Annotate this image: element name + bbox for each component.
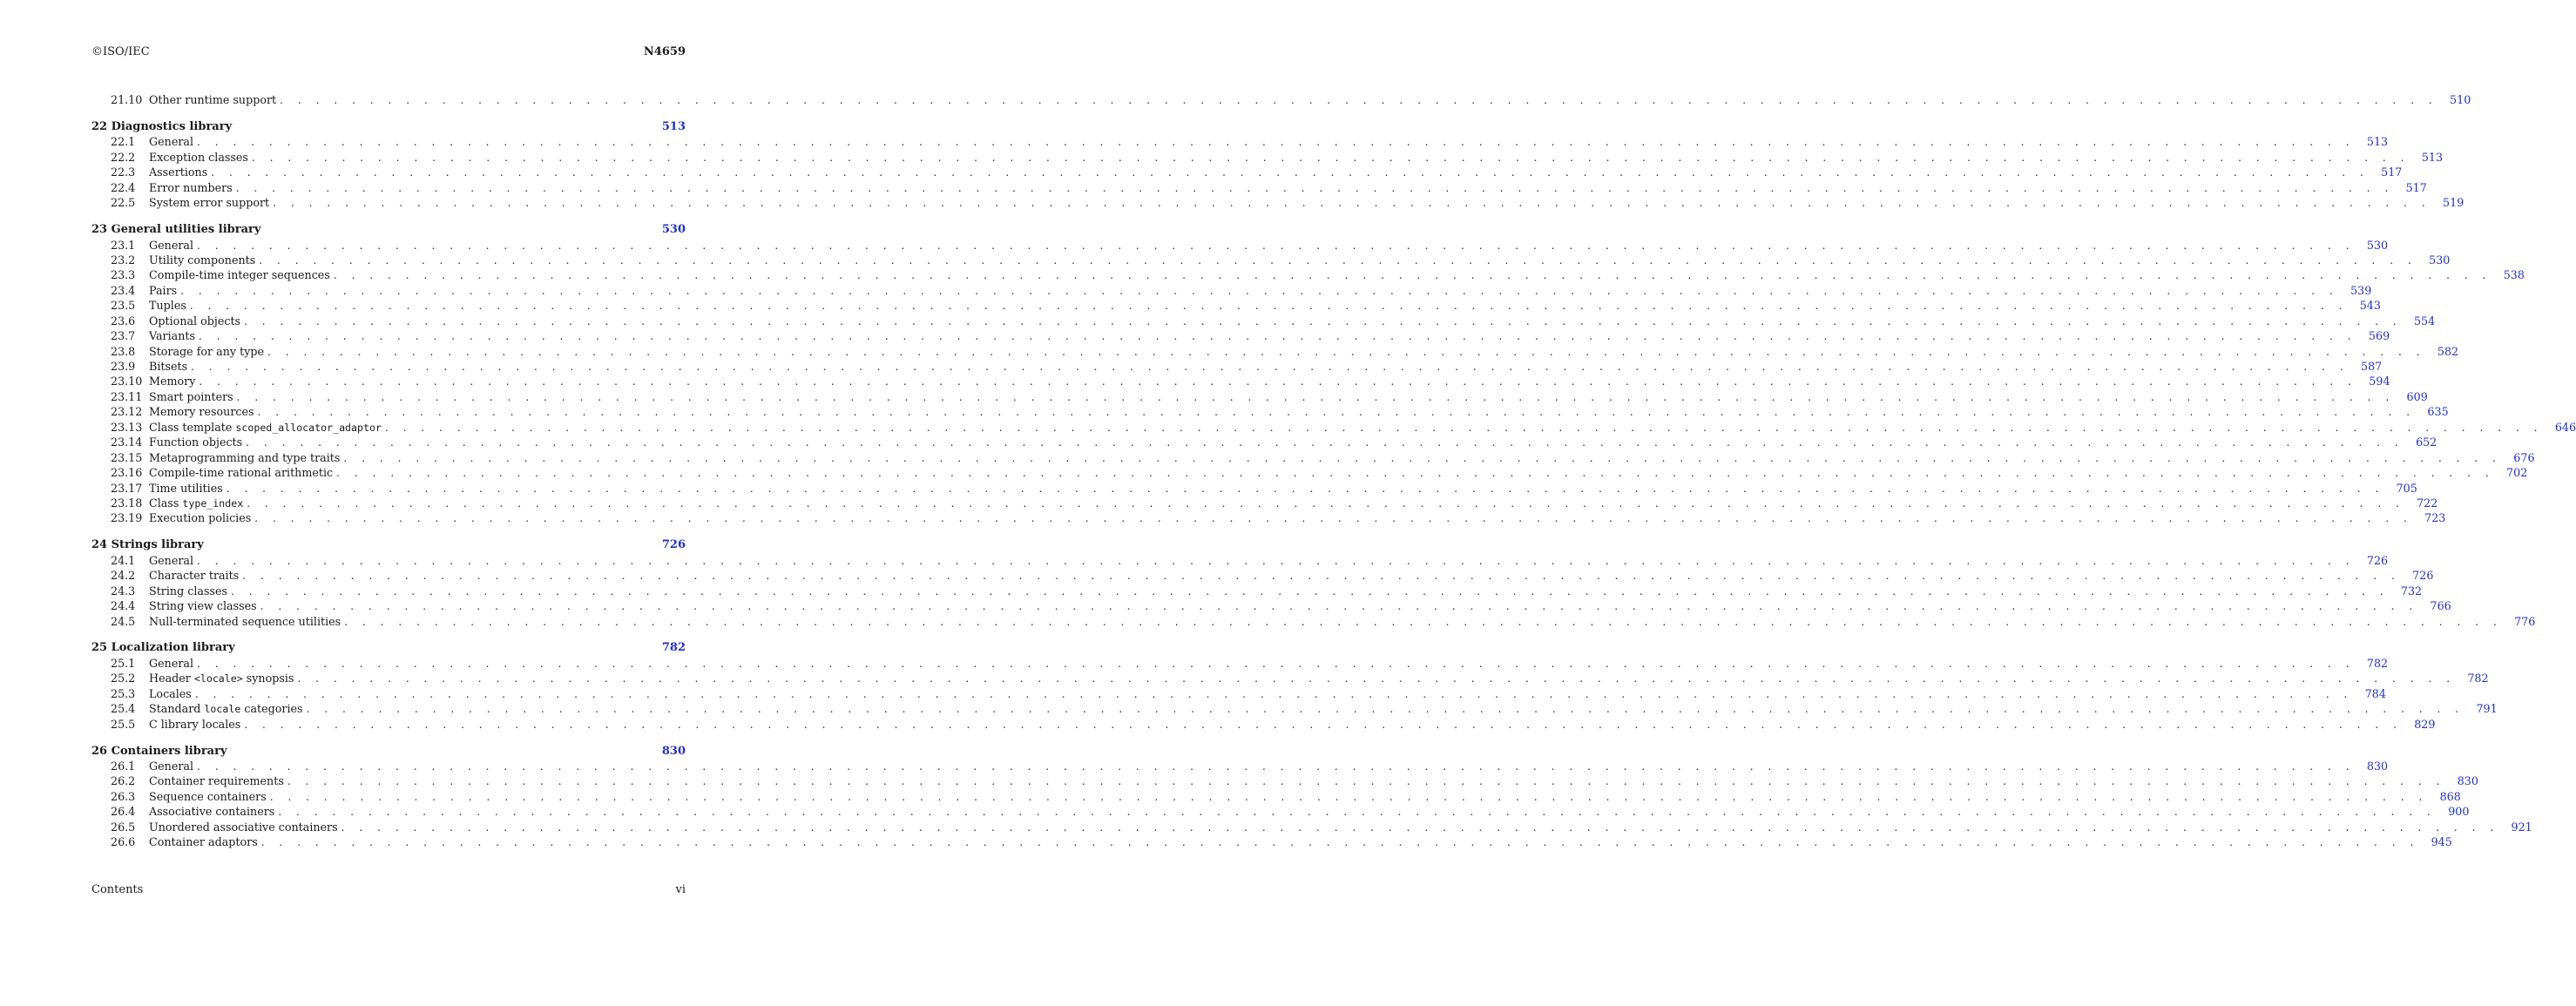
toc-entry-number: 22.2 xyxy=(111,150,136,164)
toc-leader-dots: . . . . . . . . . . . . . . . . . . . . . . . . . . . . . . . . . . . . . . . . . . . . . . . . . . . . . . . . . . . . . . . . . . . . . . . . . . . . . . . . . . . . . . . . . . . . . . . . . . . . . . . . . . . . . . . . . . . . . . . . xyxy=(197,657,2356,670)
toc-entry[interactable] xyxy=(91,614,2536,629)
toc-entry-title-text: C library locales xyxy=(149,717,241,731)
toc-entry[interactable] xyxy=(91,180,2427,195)
toc-entry-number: 25.3 xyxy=(111,686,136,700)
toc-leader-dots: . . . . . . . . . . . . . . . . . . . . . . . . . . . . . . . . . . . . . . . . . . . . . . . . . . . . . . . . . . . . . . . . . . . . . . . . . . . . . . . . . . . . . . . . . . . . . . . . . . . . . . . . . . . . . . . . . . . . . . . . xyxy=(251,151,2410,164)
toc-entry-number: 23.16 xyxy=(111,466,143,480)
toc-entry[interactable] xyxy=(91,686,2386,701)
toc-leader-dots: . . . . . . . . . . . . . . . . . . . . . . . . . . . . . . . . . . . . . . . . . . . . . . . . . . . . . . . . . . . . . . . . . . . . . . . . . . . . . . . . . . . . . . . . . . . . . . . . . . . . . . . . . . . . . . . . . . . . . . . . xyxy=(341,820,2499,834)
toc-entry-page-link[interactable]: 776 xyxy=(2514,614,2536,628)
toc-entry-page-link[interactable]: 538 xyxy=(2503,268,2525,282)
copyright-label: ©ISO/IEC xyxy=(91,45,150,58)
toc-entry-title-text: Header xyxy=(149,672,194,685)
toc-chapter-page-link[interactable]: 726 xyxy=(661,538,686,552)
toc-entry-number: 24.4 xyxy=(111,599,136,613)
toc-entry-number: 25.1 xyxy=(111,656,136,670)
toc-entry-page-link[interactable]: 782 xyxy=(2366,656,2389,670)
toc-entry-page-link[interactable]: 530 xyxy=(2429,253,2451,267)
toc-entry-title-text: Class xyxy=(149,496,183,510)
toc-entry-number: 25.4 xyxy=(111,702,136,716)
toc-entry[interactable] xyxy=(91,298,2381,313)
toc-entry-title xyxy=(149,671,294,686)
toc-entry-title xyxy=(149,701,303,717)
toc-chapter[interactable] xyxy=(91,744,686,759)
toc-entry-number: 25.2 xyxy=(111,672,136,685)
toc-entry-title xyxy=(149,614,341,629)
toc-entry-title-text: Storage for any type xyxy=(149,344,264,358)
toc-entry-title xyxy=(149,820,338,834)
toc-entry[interactable] xyxy=(91,820,2532,834)
toc-entry-title xyxy=(149,717,240,732)
toc-entry-number: 23.19 xyxy=(111,511,143,525)
toc-entry-number: 24.1 xyxy=(111,553,136,567)
toc-entry-title xyxy=(149,435,242,449)
toc-entry-title xyxy=(149,789,267,804)
toc-entry-number: 24.5 xyxy=(111,614,136,628)
toc-entry[interactable] xyxy=(91,238,2389,253)
toc-entry-title-suffix: categories xyxy=(240,702,303,716)
toc-entry-page-link[interactable]: 791 xyxy=(2476,702,2498,716)
toc-entry-code: <locale> xyxy=(193,672,243,685)
toc-leader-dots: . . . . . . . . . . . . . . . . . . . . . . . . . . . . . . . . . . . . . . . . . . . . . . . . . . . . . . . . . . . . . . . . . . . . . . . . . . . . . . . . . . . . . . . . . . . . . . . . . . . . . . . . . . . . . . . . . . . . . . . . xyxy=(278,806,2437,819)
toc-entry-page-link[interactable]: 539 xyxy=(2350,283,2372,297)
toc-entry-title xyxy=(149,759,193,773)
toc-leader-dots: . . . . . . . . . . . . . . . . . . . . . . . . . . . . . . . . . . . . . . . . . . . . . . . . . . . . . . . . . . . . . . . . . . . . . . . . . . . . . . . . . . . . . . . . . . . . . . . . . . . . . . . . . . . . . . . . . . . . . . . . xyxy=(244,314,2403,327)
toc-chapter[interactable] xyxy=(91,537,686,552)
toc-entry-title-text: Character traits xyxy=(149,569,240,583)
toc-entry-title xyxy=(149,656,193,671)
toc-entry-number: 23.15 xyxy=(111,450,143,464)
toc-entry-code: scoped_allocator_adaptor xyxy=(235,421,382,434)
toc-entry[interactable] xyxy=(91,671,2489,685)
toc-leader-dots: . . . . . . . . . . . . . . . . . . . . . . . . . . . . . . . . . . . . . . . . . . . . . . . . . . . . . . . . . . . . . . . . . . . . . . . . . . . . . . . . . . . . . . . . . . . . . . . . . . . . . . . . . . . . . . . . . . . . . . . . xyxy=(197,760,2356,773)
toc-entry[interactable] xyxy=(91,253,2451,267)
toc-entry-title-text: Compile-time integer sequences xyxy=(149,268,330,282)
toc-entry[interactable] xyxy=(91,134,2389,149)
document-number: N4659 xyxy=(643,45,686,58)
toc-chapter-title: 26 Containers library xyxy=(91,744,227,758)
toc-entry-number: 26.6 xyxy=(111,835,136,849)
toc-entry-title-text: Bitsets xyxy=(149,360,188,373)
toc-entry-number: 21.10 xyxy=(111,93,143,106)
toc-leader-dots: . . . . . . . . . . . . . . . . . . . . . . . . . . . . . . . . . . . . . . . . . . . . . . . . . . . . . . . . . . . . . . . . . . . . . . . . . . . . . . . . . . . . . . . . . . . . . . . . . . . . . . . . . . . . . . . . . . . . . . . . xyxy=(254,512,2413,525)
toc-leader-dots: . . . . . . . . . . . . . . . . . . . . . . . . . . . . . . . . . . . . . . . . . . . . . . . . . . . . . . . . . . . . . . . . . . . . . . . . . . . . . . . . . . . . . . . . . . . . . . . . . . . . . . . . . . . . . . . . . . . . . . . . xyxy=(280,94,2438,106)
toc-entry[interactable] xyxy=(91,759,2389,773)
toc-entry[interactable] xyxy=(91,435,2437,449)
toc-leader-dots: . . . . . . . . . . . . . . . . . . . . . . . . . . . . . . . . . . . . . . . . . . . . . . . . . . . . . . . . . . . . . . . . . . . . . . . . . . . . . . . . . . . . . . . . . . . . . . . . . . . . . . . . . . . . . . . . . . . . . . . . xyxy=(211,166,2370,179)
toc-entry[interactable] xyxy=(91,389,2428,404)
toc-entry-title xyxy=(149,553,193,568)
toc-entry-title xyxy=(149,374,195,388)
toc-chapter[interactable] xyxy=(91,222,686,237)
toc-leader-dots: . . . . . . . . . . . . . . . . . . . . . . . . . . . . . . . . . . . . . . . . . . . . . . . . . . . . . . . . . . . . . . . . . . . . . . . . . . . . . . . . . . . . . . . . . . . . . . . . . . . . . . . . . . . . . . . . . . . . . . . . xyxy=(191,361,2350,373)
toc-entry-title-text: Locales xyxy=(149,686,192,700)
toc-entry-page-link[interactable]: 945 xyxy=(2431,835,2452,849)
toc-leader-dots: . . . . . . . . . . . . . . . . . . . . . . . . . . . . . . . . . . . . . . . . . . . . . . . . . . . . . . . . . . . . . . . . . . . . . . . . . . . . . . . . . . . . . . . . . . . . . . . . . . . . . . . . . . . . . . . . . . . . . . . . xyxy=(306,703,2464,716)
toc-leader-dots: . . . . . . . . . . . . . . . . . . . . . . . . . . . . . . . . . . . . . . . . . . . . . . . . . . . . . . . . . . . . . . . . . . . . . . . . . . . . . . . . . . . . . . . . . . . . . . . . . . . . . . . . . . . . . . . . . . . . . . . . xyxy=(236,390,2395,403)
toc-entry-page-link[interactable]: 554 xyxy=(2413,314,2436,327)
toc-entry-number: 24.2 xyxy=(111,569,136,583)
toc-entry-title-text: Container requirements xyxy=(149,774,284,788)
toc-entry-page-link[interactable]: 635 xyxy=(2427,405,2449,419)
toc-entry-page-link[interactable]: 569 xyxy=(2368,329,2390,343)
toc-entry-page-link[interactable]: 587 xyxy=(2361,360,2383,373)
toc-chapter[interactable] xyxy=(91,119,686,134)
toc-entry-page-link[interactable]: 582 xyxy=(2437,344,2459,358)
toc-entry-title-text: Function objects xyxy=(149,435,243,449)
page-number: vi xyxy=(675,883,686,896)
toc-entry-title xyxy=(149,465,333,480)
toc-entry[interactable] xyxy=(91,165,2403,179)
toc-entry-number: 23.18 xyxy=(111,496,143,510)
toc-entry-title-text: Container adaptors xyxy=(149,835,258,849)
toc-entry-number: 23.4 xyxy=(111,283,136,297)
toc-entry-code: locale xyxy=(204,703,241,716)
toc-entry-title xyxy=(149,773,284,788)
toc-entry-number: 23.9 xyxy=(111,360,136,373)
toc-entry-title-text: General xyxy=(149,135,194,149)
toc-leader-dots: . . . . . . . . . . . . . . . . . . . . . . . . . . . . . . . . . . . . . . . . . . . . . . . . . . . . . . . . . . . . . . . . . . . . . . . . . . . . . . . . . . . . . . . . . . . . . . . . . . . . . . . . . . . . . . . . . . . . . . . . xyxy=(199,330,2357,343)
toc-entry-code: type_index xyxy=(182,496,244,510)
toc-entry-title xyxy=(149,686,192,701)
toc-entry-title-text: Optional objects xyxy=(149,314,241,327)
toc-chapter-title: 24 Strings library xyxy=(91,538,204,552)
toc-leader-dots: . . . . . . . . . . . . . . . . . . . . . . . . . . . . . . . . . . . . . . . . . . . . . . . . . . . . . . . . . . . . . . . . . . . . . . . . . . . . . . . . . . . . . . . . . . . . . . . . . . . . . . . . . . . . . . . . . . . . . . . . xyxy=(273,197,2431,210)
toc-entry-page-link[interactable]: 921 xyxy=(2511,820,2532,834)
toc-entry-number: 23.2 xyxy=(111,253,136,267)
toc-entry-number: 23.17 xyxy=(111,481,143,495)
toc-entry-title-text: General xyxy=(149,656,194,670)
toc-entry-page-link[interactable]: 646 xyxy=(2554,420,2576,434)
toc-entry-number: 24.3 xyxy=(111,584,136,598)
toc-leader-dots: . . . . . . . . . . . . . . . . . . . . . . . . . . . . . . . . . . . . . . . . . . . . . . . . . . . . . . . . . . . . . . . . . . . . . . . . . . . . . . . . . . . . . . . . . . . . . . . . . . . . . . . . . . . . . . . . . . . . . . . . xyxy=(260,600,2418,613)
toc-leader-dots: . . . . . . . . . . . . . . . . . . . . . . . . . . . . . . . . . . . . . . . . . . . . . . . . . . . . . . . . . . . . . . . . . . . . . . . . . . . . . . . . . . . . . . . . . . . . . . . . . . . . . . . . . . . . . . . . . . . . . . . . xyxy=(180,284,2339,297)
toc-entry-title-text: Sequence containers xyxy=(149,789,267,803)
page-footer xyxy=(91,882,686,898)
toc-entry[interactable] xyxy=(91,359,2383,374)
toc-entry-title-text: Execution policies xyxy=(149,511,252,525)
toc-entry-title xyxy=(149,404,254,419)
toc-entry-page-link[interactable]: 830 xyxy=(2366,760,2389,773)
toc-entry-page-link[interactable]: 517 xyxy=(2405,180,2427,194)
toc-entry-title xyxy=(149,568,239,583)
toc-entry-number: 23.5 xyxy=(111,299,136,313)
toc-entry[interactable] xyxy=(91,328,2390,343)
toc-leader-dots: . . . . . . . . . . . . . . . . . . . . . . . . . . . . . . . . . . . . . . . . . . . . . . . . . . . . . . . . . . . . . . . . . . . . . . . . . . . . . . . . . . . . . . . . . . . . . . . . . . . . . . . . . . . . . . . . . . . . . . . . xyxy=(197,136,2356,149)
toc-entry-page-link[interactable]: 652 xyxy=(2416,435,2437,449)
toc-entry-title-text: Null-terminated sequence utilities xyxy=(149,614,341,628)
toc-entry-title xyxy=(149,238,193,253)
toc-leader-dots: . . . . . . . . . . . . . . . . . . . . . . . . . . . . . . . . . . . . . . . . . . . . . . . . . . . . . . . . . . . . . . . . . . . . . . . . . . . . . . . . . . . . . . . . . . . . . . . . . . . . . . . . . . . . . . . . . . . . . . . . xyxy=(287,775,2445,788)
toc-entry-title-text: General xyxy=(149,760,194,773)
toc-entry-title-text: Metaprogramming and type traits xyxy=(149,450,341,464)
toc-entry-title xyxy=(149,134,193,149)
toc-entry[interactable] xyxy=(91,656,2389,671)
toc-entry-page-link[interactable]: 900 xyxy=(2448,805,2470,819)
toc-leader-dots: . . . . . . . . . . . . . . . . . . . . . . . . . . . . . . . . . . . . . . . . . . . . . . . . . . . . . . . . . . . . . . . . . . . . . . . . . . . . . . . . . . . . . . . . . . . . . . . . . . . . . . . . . . . . . . . . . . . . . . . . xyxy=(384,421,2544,434)
toc-entry[interactable] xyxy=(91,568,2434,583)
toc-entry-title xyxy=(149,267,330,282)
toc-entry-title xyxy=(149,359,187,374)
toc-entry[interactable] xyxy=(91,584,2423,598)
toc-entry-number: 22.4 xyxy=(111,180,136,194)
toc-entry-page-link[interactable]: 705 xyxy=(2396,481,2417,495)
toc-entry-number: 23.1 xyxy=(111,238,136,252)
toc-entry-number: 26.3 xyxy=(111,789,136,803)
toc-entry-page-link[interactable]: 732 xyxy=(2400,584,2423,598)
toc-entry-title-text: Compile-time rational arithmetic xyxy=(149,466,334,480)
toc-leader-dots: . . . . . . . . . . . . . . . . . . . . . . . . . . . . . . . . . . . . . . . . . . . . . . . . . . . . . . . . . . . . . . . . . . . . . . . . . . . . . . . . . . . . . . . . . . . . . . . . . . . . . . . . . . . . . . . . . . . . . . . . xyxy=(226,482,2384,495)
toc-entry-title-text: General xyxy=(149,238,194,252)
toc-entry-title-text: General xyxy=(149,553,194,567)
toc-entry-number: 22.5 xyxy=(111,196,136,210)
toc-entry-number: 23.8 xyxy=(111,344,136,358)
toc-entry-title-text: Time utilities xyxy=(149,481,223,495)
toc-entry-page-link[interactable]: 543 xyxy=(2359,299,2381,313)
toc-entry-number: 23.12 xyxy=(111,405,143,419)
toc-entry[interactable] xyxy=(91,450,2535,465)
page-header xyxy=(91,44,686,60)
toc-entry-title xyxy=(149,150,248,165)
toc-entry-page-link[interactable]: 513 xyxy=(2366,135,2389,149)
toc-entry-title xyxy=(149,195,269,210)
toc-entry[interactable] xyxy=(91,701,2498,716)
toc-leader-dots: . . . . . . . . . . . . . . . . . . . . . . . . . . . . . . . . . . . . . . . . . . . . . . . . . . . . . . . . . . . . . . . . . . . . . . . . . . . . . . . . . . . . . . . . . . . . . . . . . . . . . . . . . . . . . . . . . . . . . . . . xyxy=(336,467,2495,480)
toc-entry[interactable] xyxy=(91,496,2438,510)
toc-entry[interactable] xyxy=(91,717,2436,732)
toc-entry-page-link[interactable]: 766 xyxy=(2430,599,2451,613)
toc-entry-title-text: Memory xyxy=(149,375,196,388)
toc-leader-dots: . . . . . . . . . . . . . . . . . . . . . . . . . . . . . . . . . . . . . . . . . . . . . . . . . . . . . . . . . . . . . . . . . . . . . . . . . . . . . . . . . . . . . . . . . . . . . . . . . . . . . . . . . . . . . . . . . . . . . . . . xyxy=(231,584,2390,598)
toc-leader-dots: . . . . . . . . . . . . . . . . . . . . . . . . . . . . . . . . . . . . . . . . . . . . . . . . . . . . . . . . . . . . . . . . . . . . . . . . . . . . . . . . . . . . . . . . . . . . . . . . . . . . . . . . . . . . . . . . . . . . . . . . xyxy=(246,436,2404,449)
table-of-contents xyxy=(91,92,2576,850)
toc-entry-page-link[interactable]: 784 xyxy=(2364,686,2386,700)
toc-chapter-page-link[interactable]: 513 xyxy=(661,119,686,133)
toc-chapter-title: 25 Localization library xyxy=(91,641,235,655)
toc-entry-number: 23.6 xyxy=(111,314,136,327)
toc-entry-title xyxy=(149,598,257,613)
toc-leader-dots: . . . . . . . . . . . . . . . . . . . . . . . . . . . . . . . . . . . . . . . . . . . . . . . . . . . . . . . . . . . . . . . . . . . . . . . . . . . . . . . . . . . . . . . . . . . . . . . . . . . . . . . . . . . . . . . . . . . . . . . . xyxy=(247,496,2405,510)
toc-entry-title xyxy=(149,283,177,298)
toc-entry[interactable] xyxy=(91,314,2436,328)
toc-entry-title-text: Tuples xyxy=(149,299,186,313)
toc-entry-page-link[interactable]: 702 xyxy=(2506,466,2528,480)
toc-entry-title xyxy=(149,804,274,819)
toc-entry[interactable] xyxy=(91,150,2444,165)
toc-entry-title-text: String view classes xyxy=(149,599,257,613)
toc-entry-number: 26.5 xyxy=(111,820,136,834)
toc-leader-dots: . . . . . . . . . . . . . . . . . . . . . . . . . . . . . . . . . . . . . . . . . . . . . . . . . . . . . . . . . . . . . . . . . . . . . . . . . . . . . . . . . . . . . . . . . . . . . . . . . . . . . . . . . . . . . . . . . . . . . . . . xyxy=(197,239,2356,252)
toc-leader-dots: . . . . . . . . . . . . . . . . . . . . . . . . . . . . . . . . . . . . . . . . . . . . . . . . . . . . . . . . . . . . . . . . . . . . . . . . . . . . . . . . . . . . . . . . . . . . . . . . . . . . . . . . . . . . . . . . . . . . . . . . xyxy=(199,375,2357,388)
toc-entry-title-suffix: synopsis xyxy=(242,672,294,685)
toc-entry-title xyxy=(149,253,255,267)
toc-entry-number: 23.7 xyxy=(111,329,136,343)
toc-entry-page-link[interactable]: 723 xyxy=(2424,511,2446,525)
toc-leader-dots: . . . . . . . . . . . . . . . . . . . . . . . . . . . . . . . . . . . . . . . . . . . . . . . . . . . . . . . . . . . . . . . . . . . . . . . . . . . . . . . . . . . . . . . . . . . . . . . . . . . . . . . . . . . . . . . . . . . . . . . . xyxy=(269,790,2428,803)
toc-entry-title xyxy=(149,510,251,525)
toc-chapter-page-link[interactable]: 830 xyxy=(661,744,686,758)
toc-entry-title-text: System error support xyxy=(149,196,270,210)
toc-entry[interactable] xyxy=(91,195,2464,210)
toc-entry[interactable] xyxy=(91,789,2461,804)
toc-leader-dots: . . . . . . . . . . . . . . . . . . . . . . . . . . . . . . . . . . . . . . . . . . . . . . . . . . . . . . . . . . . . . . . . . . . . . . . . . . . . . . . . . . . . . . . . . . . . . . . . . . . . . . . . . . . . . . . . . . . . . . . . xyxy=(297,672,2456,685)
toc-entry-title-text: Pairs xyxy=(149,283,178,297)
toc-entry-page-link[interactable]: 782 xyxy=(2467,672,2489,685)
toc-entry[interactable] xyxy=(91,420,2576,435)
toc-leader-dots: . . . . . . . . . . . . . . . . . . . . . . . . . . . . . . . . . . . . . . . . . . . . . . . . . . . . . . . . . . . . . . . . . . . . . . . . . . . . . . . . . . . . . . . . . . . . . . . . . . . . . . . . . . . . . . . . . . . . . . . . xyxy=(259,253,2417,267)
toc-entry-number: 23.3 xyxy=(111,268,136,282)
toc-entry-page-link[interactable]: 726 xyxy=(2366,553,2389,567)
toc-entry-page-link[interactable]: 726 xyxy=(2412,569,2434,583)
toc-entry-title xyxy=(149,450,340,465)
toc-leader-dots: . . . . . . . . . . . . . . . . . . . . . . . . . . . . . . . . . . . . . . . . . . . . . . . . . . . . . . . . . . . . . . . . . . . . . . . . . . . . . . . . . . . . . . . . . . . . . . . . . . . . . . . . . . . . . . . . . . . . . . . . xyxy=(333,269,2491,282)
toc-entry-title-text: Smart pointers xyxy=(149,389,233,403)
toc-entry-number: 26.2 xyxy=(111,774,136,788)
toc-entry-title xyxy=(149,314,240,328)
toc-entry-page-link[interactable]: 519 xyxy=(2443,196,2464,210)
toc-entry[interactable] xyxy=(91,404,2449,419)
toc-entry-title xyxy=(149,389,233,404)
toc-entry[interactable] xyxy=(91,283,2372,298)
toc-entry-title xyxy=(149,496,243,511)
toc-entry-title-text: Memory resources xyxy=(149,405,254,419)
toc-entry-number: 23.13 xyxy=(111,420,143,434)
toc-entry-title xyxy=(149,298,186,313)
toc-entry-number: 26.4 xyxy=(111,805,136,819)
toc-leader-dots: . . . . . . . . . . . . . . . . . . . . . . . . . . . . . . . . . . . . . . . . . . . . . . . . . . . . . . . . . . . . . . . . . . . . . . . . . . . . . . . . . . . . . . . . . . . . . . . . . . . . . . . . . . . . . . . . . . . . . . . . xyxy=(244,718,2403,731)
toc-leader-dots: . . . . . . . . . . . . . . . . . . . . . . . . . . . . . . . . . . . . . . . . . . . . . . . . . . . . . . . . . . . . . . . . . . . . . . . . . . . . . . . . . . . . . . . . . . . . . . . . . . . . . . . . . . . . . . . . . . . . . . . . xyxy=(267,345,2426,358)
toc-entry-title xyxy=(149,180,233,195)
toc-entry-title xyxy=(149,344,264,359)
toc-leader-dots: . . . . . . . . . . . . . . . . . . . . . . . . . . . . . . . . . . . . . . . . . . . . . . . . . . . . . . . . . . . . . . . . . . . . . . . . . . . . . . . . . . . . . . . . . . . . . . . . . . . . . . . . . . . . . . . . . . . . . . . . xyxy=(260,836,2419,849)
toc-entry-page-link[interactable]: 513 xyxy=(2421,150,2444,164)
toc-entry-number: 23.14 xyxy=(111,435,143,449)
toc-leader-dots: . . . . . . . . . . . . . . . . . . . . . . . . . . . . . . . . . . . . . . . . . . . . . . . . . . . . . . . . . . . . . . . . . . . . . . . . . . . . . . . . . . . . . . . . . . . . . . . . . . . . . . . . . . . . . . . . . . . . . . . . xyxy=(343,451,2502,464)
toc-entry-title-text: Standard xyxy=(149,702,205,716)
toc-entry-page-link[interactable]: 609 xyxy=(2406,389,2428,403)
toc-entry-title xyxy=(149,584,227,598)
toc-entry-title xyxy=(149,834,258,849)
toc-chapter-page-link[interactable]: 530 xyxy=(661,223,686,237)
toc-entry-title-text: Class template xyxy=(149,420,236,434)
toc-entry-title-text: Assertions xyxy=(149,165,208,179)
toc-entry-number: 23.11 xyxy=(111,389,143,403)
toc-leader-dots: . . . . . . . . . . . . . . . . . . . . . . . . . . . . . . . . . . . . . . . . . . . . . . . . . . . . . . . . . . . . . . . . . . . . . . . . . . . . . . . . . . . . . . . . . . . . . . . . . . . . . . . . . . . . . . . . . . . . . . . . xyxy=(257,406,2416,419)
toc-chapter-title: 23 General utilities library xyxy=(91,223,261,237)
toc-entry-title xyxy=(149,420,382,435)
toc-leader-dots: . . . . . . . . . . . . . . . . . . . . . . . . . . . . . . . . . . . . . . . . . . . . . . . . . . . . . . . . . . . . . . . . . . . . . . . . . . . . . . . . . . . . . . . . . . . . . . . . . . . . . . . . . . . . . . . . . . . . . . . . xyxy=(194,687,2353,700)
toc-entry-title xyxy=(149,165,207,179)
toc-entry-title xyxy=(149,481,223,496)
toc-entry-page-link[interactable]: 830 xyxy=(2457,774,2478,788)
toc-entry-title xyxy=(149,92,276,107)
toc-entry-title-text: Unordered associative containers xyxy=(149,820,338,834)
toc-entry-title-text: String classes xyxy=(149,584,228,598)
toc-entry-title-text: Other runtime support xyxy=(149,93,277,106)
toc-entry[interactable] xyxy=(91,804,2470,819)
toc-entry[interactable] xyxy=(91,267,2525,282)
toc-leader-dots: . . . . . . . . . . . . . . . . . . . . . . . . . . . . . . . . . . . . . . . . . . . . . . . . . . . . . . . . . . . . . . . . . . . . . . . . . . . . . . . . . . . . . . . . . . . . . . . . . . . . . . . . . . . . . . . . . . . . . . . . xyxy=(242,570,2401,583)
toc-entry-page-link[interactable]: 510 xyxy=(2450,93,2471,106)
toc-entry[interactable] xyxy=(91,834,2452,849)
toc-entry-page-link[interactable]: 722 xyxy=(2417,496,2438,510)
toc-entry[interactable] xyxy=(91,773,2478,788)
toc-entry-number: 23.10 xyxy=(111,375,143,388)
toc-entry[interactable] xyxy=(91,344,2459,359)
toc-entry[interactable] xyxy=(91,374,2390,388)
toc-entry-number: 26.1 xyxy=(111,760,136,773)
toc-entry-title-text: Utility components xyxy=(149,253,256,267)
toc-leader-dots: . . . . . . . . . . . . . . . . . . . . . . . . . . . . . . . . . . . . . . . . . . . . . . . . . . . . . . . . . . . . . . . . . . . . . . . . . . . . . . . . . . . . . . . . . . . . . . . . . . . . . . . . . . . . . . . . . . . . . . . . xyxy=(197,554,2356,567)
toc-entry[interactable] xyxy=(91,598,2451,613)
toc-entry-title xyxy=(149,328,195,343)
toc-entry-page-link[interactable]: 868 xyxy=(2439,789,2461,803)
toc-leader-dots: . . . . . . . . . . . . . . . . . . . . . . . . . . . . . . . . . . . . . . . . . . . . . . . . . . . . . . . . . . . . . . . . . . . . . . . . . . . . . . . . . . . . . . . . . . . . . . . . . . . . . . . . . . . . . . . . . . . . . . . . xyxy=(235,181,2394,194)
toc-entry[interactable] xyxy=(91,92,2471,107)
toc-chapter-page-link[interactable]: 782 xyxy=(661,641,686,655)
toc-entry-page-link[interactable]: 829 xyxy=(2414,717,2436,731)
toc-chapter[interactable] xyxy=(91,640,686,655)
toc-leader-dots: . . . . . . . . . . . . . . . . . . . . . . . . . . . . . . . . . . . . . . . . . . . . . . . . . . . . . . . . . . . . . . . . . . . . . . . . . . . . . . . . . . . . . . . . . . . . . . . . . . . . . . . . . . . . . . . . . . . . . . . . xyxy=(189,300,2348,313)
toc-entry-page-link[interactable]: 517 xyxy=(2381,165,2403,179)
toc-entry-title-text: Variants xyxy=(149,329,196,343)
toc-entry-page-link[interactable]: 594 xyxy=(2369,375,2390,388)
toc-entry[interactable] xyxy=(91,465,2528,480)
toc-entry[interactable] xyxy=(91,510,2446,525)
toc-entry-page-link[interactable]: 530 xyxy=(2366,238,2389,252)
toc-entry-number: 22.3 xyxy=(111,165,136,179)
toc-entry-title-text: Exception classes xyxy=(149,150,248,164)
toc-entry-number: 22.1 xyxy=(111,135,136,149)
toc-entry-title-text: Error numbers xyxy=(149,180,233,194)
toc-entry-title-text: Associative containers xyxy=(149,805,275,819)
toc-chapter-title: 22 Diagnostics library xyxy=(91,119,233,133)
footer-section-label: Contents xyxy=(91,883,144,896)
toc-entry[interactable] xyxy=(91,553,2389,568)
toc-entry-number: 25.5 xyxy=(111,717,136,731)
toc-entry[interactable] xyxy=(91,481,2417,496)
toc-entry-page-link[interactable]: 676 xyxy=(2513,450,2535,464)
toc-leader-dots: . . . . . . . . . . . . . . . . . . . . . . . . . . . . . . . . . . . . . . . . . . . . . . . . . . . . . . . . . . . . . . . . . . . . . . . . . . . . . . . . . . . . . . . . . . . . . . . . . . . . . . . . . . . . . . . . . . . . . . . . xyxy=(344,615,2503,628)
